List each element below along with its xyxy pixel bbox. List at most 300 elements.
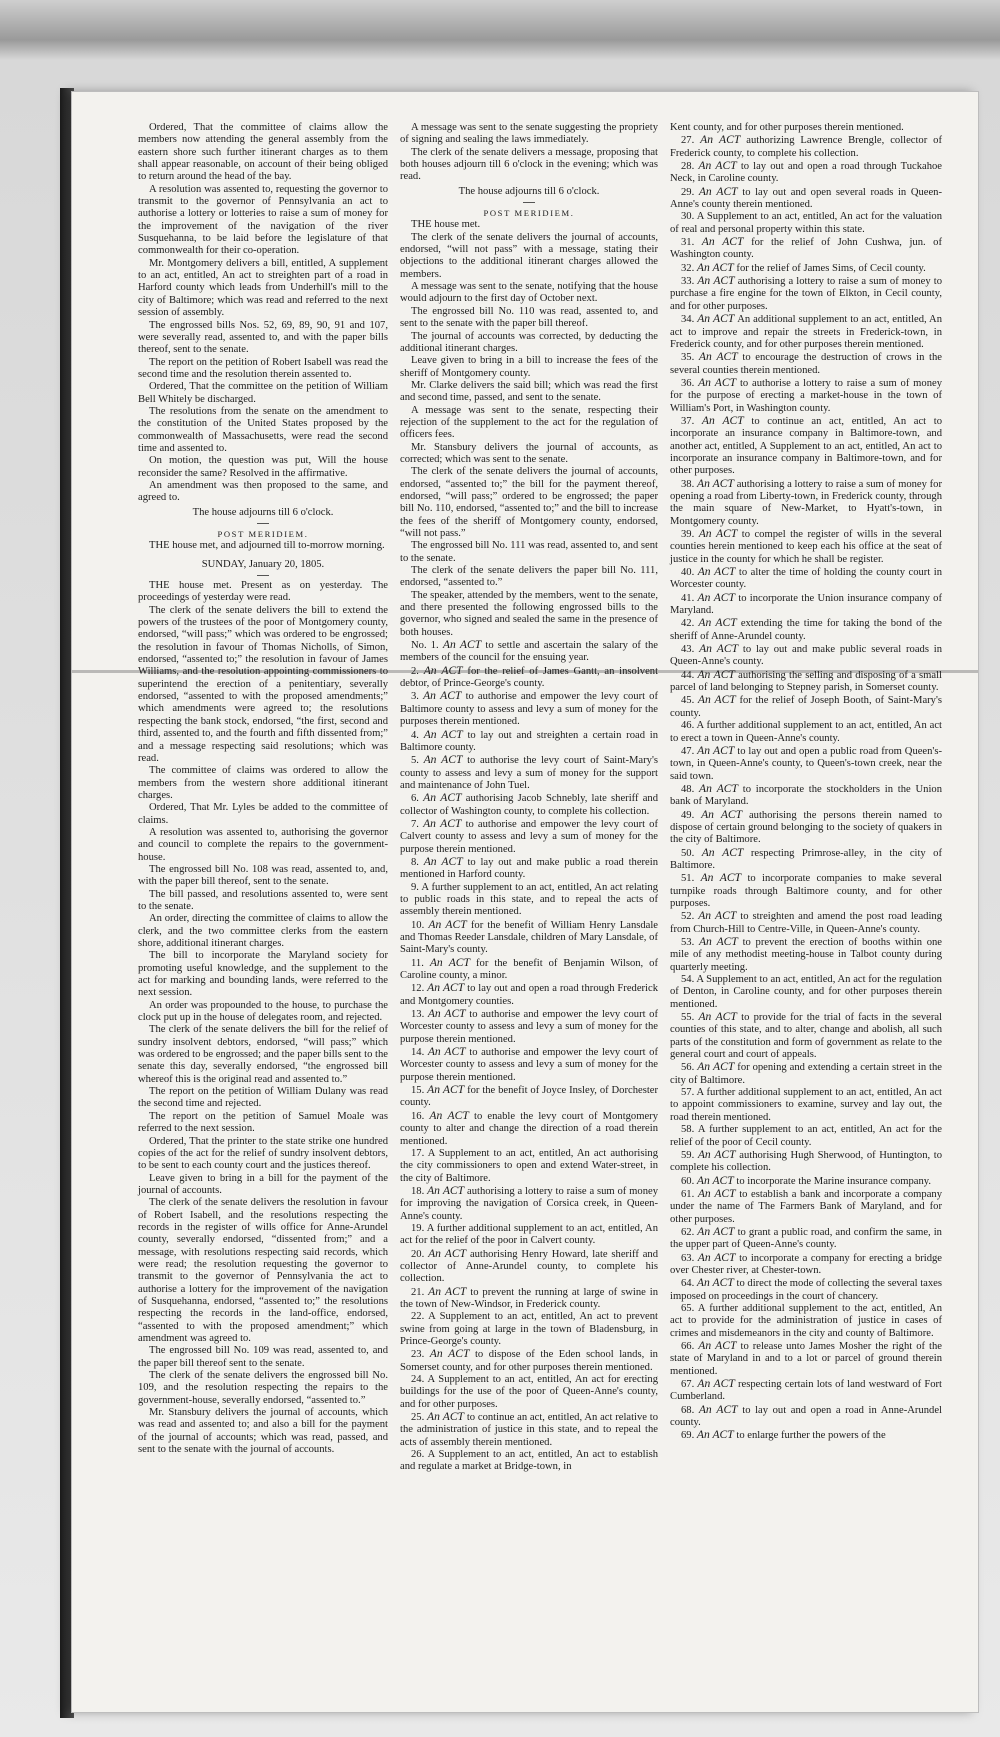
act-text: A further additional supplement to an act, entitled, An act to erect a town in Queen-Anne's county. bbox=[670, 720, 942, 744]
act-entry bbox=[670, 1303, 942, 1340]
act-text: A further supplement to an act, entitled, An act for the relief of the poor of Cecil county. bbox=[670, 1124, 942, 1148]
act-label: An ACT bbox=[697, 274, 738, 288]
act-entry bbox=[400, 1311, 658, 1348]
act-number: 12. bbox=[411, 983, 428, 995]
dateline: SUNDAY, January 20, 1805. bbox=[201, 558, 325, 570]
act-number: 31. bbox=[681, 237, 702, 249]
act-text: A further additional supplement to an act, entitled, An act for the relief of the poor in Calvert county. bbox=[400, 1222, 658, 1247]
act-label: An ACT bbox=[429, 1108, 474, 1122]
paragraph: THE house met. Present as on yesterday. The proceedings of yesterday were read. bbox=[138, 580, 388, 604]
act-text: to grant a public road, and confirm the same, in the upper part of Queen-Anne's county. bbox=[670, 1226, 942, 1251]
act-entry bbox=[400, 982, 658, 1008]
act-text: to authorise and empower the levy court of Worcester county to assess and levy a sum of money for the purpose therein mentioned. bbox=[400, 1047, 658, 1083]
act-label: An ACT bbox=[701, 845, 751, 859]
act-entry bbox=[400, 818, 658, 856]
paragraph: The speaker, attended by the members, went to the senate, and there presented the following engrossed bills to the governor, who signed and sealed the same in the presence of both houses. bbox=[400, 589, 658, 638]
act-text: authorising a lottery to raise a sum of money for improving the navigation of Corsica creek, in Queen-Anne's county. bbox=[400, 1185, 659, 1222]
act-text: for the relief of James Gantt, an insolvent debtor, of Prince-George's county. bbox=[400, 665, 659, 690]
act-entry bbox=[670, 351, 942, 377]
paragraph: The clerk of the senate delivers the bill to extend the powers of the trustees of the poor of Montgomery county, endorsed, “will pass;” which was ordered to be engrossed; the resolution in favour of Thomas Nicholls, of Simon, endorsed, “assented to;” the resolution in favour of James Williams, and the resolution appointing commissioners to superintend the erection of a penitentiary, severally endorsed, “assented to with the proposed amendments;” which amendments were agreed to; the resolutions respecting the bank stock, endorsed, “the first, second and third, assented to, and the fourth and fifth dissented from;” and a message respecting said resolutions; which was read. bbox=[138, 604, 388, 764]
paragraph: Mr. Stansbury delivers the journal of accounts, as corrected; which was sent to the senate. bbox=[400, 441, 658, 465]
act-label: An ACT bbox=[423, 854, 468, 868]
act-number: 64. bbox=[681, 1278, 697, 1290]
paragraph: The journal of accounts was corrected, by deducting the additional itinerant charges. bbox=[400, 330, 658, 354]
act-entry bbox=[400, 1374, 658, 1411]
act-entry bbox=[400, 1248, 658, 1286]
act-entry bbox=[670, 1340, 942, 1378]
act-text: for the benefit of Benjamin Wilson, of Caroline county, a minor. bbox=[400, 957, 658, 982]
act-label: An ACT bbox=[698, 159, 741, 173]
act-entry bbox=[670, 1277, 942, 1303]
act-entry bbox=[670, 236, 942, 262]
act-text: respecting certain lots of land westward of Fort Cumberland. bbox=[670, 1379, 943, 1403]
act-label: An ACT bbox=[429, 1347, 475, 1361]
act-entry bbox=[670, 809, 942, 847]
act-number: 14. bbox=[411, 1047, 428, 1059]
act-text: authorising the persons therein named to dispose of certain ground belonging to the society of quakers in the city of Baltimore. bbox=[670, 809, 942, 846]
act-label: An ACT bbox=[697, 565, 739, 579]
paragraph: Ordered, That Mr. Lyles be added to the committee of claims. bbox=[138, 802, 388, 826]
act-text: to enlarge further the powers of the bbox=[736, 1430, 886, 1442]
act-number: 2. bbox=[411, 665, 424, 677]
act-label: An ACT bbox=[423, 663, 468, 677]
act-entry bbox=[670, 720, 942, 745]
act-entry bbox=[400, 792, 658, 818]
act-text: to prevent the erection of booths within one mile of any methodist meeting-house in Talbot county during quarterly meeting. bbox=[670, 937, 942, 973]
act-number: 23. bbox=[411, 1349, 430, 1361]
act-number: 5. bbox=[411, 755, 424, 767]
act-entry bbox=[400, 1084, 658, 1110]
act-label: An ACT bbox=[697, 693, 740, 707]
act-text: to release unto James Mosher the right of the state of Maryland in and to a lot or parcel of ground therein mentioned. bbox=[670, 1341, 942, 1377]
act-text: respecting Primrose-alley, in the city of Baltimore. bbox=[670, 847, 942, 871]
paragraph: A resolution was assented to, requesting the governor to transmit to the governor of Pennsylvania an act to authorise a lottery or lotteries to raise a sum of money for the improvement of the navigation of the river Susquehanna, to be laid before the legislature of that commonwealth for their co-operation. bbox=[138, 183, 388, 257]
act-entry bbox=[400, 1110, 658, 1148]
act-label: An ACT bbox=[697, 590, 739, 604]
act-text: to establish a bank and incorporate a company under the name of The Farmers Bank of Maryland, and for other purposes. bbox=[670, 1188, 942, 1225]
continued-text: Kent county, and for other purposes therein mentioned. bbox=[670, 122, 904, 133]
act-number: 3. bbox=[411, 691, 424, 703]
act-text: An additional supplement to an act, entitled, An act to improve and repair the streets in Frederick-town, in Frederick county, and for other purposes therein mentioned. bbox=[670, 314, 942, 350]
act-entry bbox=[670, 528, 942, 566]
act-entry bbox=[670, 1429, 942, 1442]
act-label: An ACT bbox=[427, 981, 468, 995]
act-label: An ACT bbox=[701, 235, 752, 249]
act-number: 10. bbox=[411, 919, 429, 931]
paragraph: A message was sent to the senate suggesting the propriety of signing and sealing the laws immediately. bbox=[400, 122, 658, 146]
act-entry bbox=[670, 1378, 942, 1404]
act-number: 59. bbox=[681, 1149, 698, 1161]
act-entry bbox=[670, 745, 942, 783]
paragraph: An order was propounded to the house, to purchase the clock put up in the house of delegates room, and rejected. bbox=[138, 999, 388, 1024]
act-number: 21. bbox=[411, 1286, 429, 1298]
act-number: 15. bbox=[411, 1085, 428, 1097]
act-label: An ACT bbox=[698, 184, 743, 198]
act-number: 22. bbox=[411, 1311, 429, 1323]
act-entry bbox=[670, 134, 942, 160]
paragraph: On motion, the question was put, Will the house reconsider the same? Resolved in the affirmative. bbox=[138, 455, 388, 479]
act-text: authorising Jacob Schnebly, late sheriff and collector of Washington county, to complete his collection. bbox=[400, 793, 658, 817]
act-entry bbox=[670, 478, 942, 528]
act-entry bbox=[670, 275, 942, 313]
act-number: 53. bbox=[681, 937, 699, 948]
act-entry bbox=[400, 957, 658, 983]
act-text: to authorise and empower the levy court of Baltimore county to assess and levy a sum of money for the purposes therein mentioned. bbox=[400, 691, 658, 728]
act-label: An ACT bbox=[427, 1045, 470, 1059]
divider-rule bbox=[257, 575, 269, 576]
act-entry bbox=[670, 669, 942, 695]
act-text: A Supplement to an act, entitled, An act for erecting buildings for the use of the poor of Queen-Anne's county, and for other purposes. bbox=[400, 1374, 659, 1410]
paragraph: The report on the petition of Robert Isabell was read the second time and the resolution therein assented to. bbox=[138, 356, 388, 380]
act-label: An ACT bbox=[428, 1246, 470, 1260]
act-text: for opening and extending a certain street in the city of Baltimore. bbox=[670, 1062, 942, 1086]
act-number: No. 1. bbox=[411, 640, 443, 652]
act-number: 38. bbox=[681, 478, 697, 490]
divider-rule bbox=[257, 523, 269, 524]
act-text: for the relief of Joseph Booth, of Saint-Mary's county. bbox=[670, 695, 943, 719]
act-number: 47. bbox=[681, 745, 698, 757]
divider-rule bbox=[523, 202, 535, 203]
act-number: 43. bbox=[681, 644, 700, 656]
paragraph: The clerk of the senate delivers the paper bill No. 111, endorsed, “assented to.” bbox=[400, 565, 658, 589]
act-label: An ACT bbox=[698, 527, 742, 540]
act-label: An ACT bbox=[442, 638, 486, 652]
act-text: to continue an act, entitled, An act to incorporate an insurance company in Baltimore-town, and another act, entitled, A Supplement to an act, entitled, An act to incorporate an insurance company in Baltimore-town, and for other purposes. bbox=[670, 415, 942, 477]
paragraph: The clerk of the senate delivers the bill for the relief of sundry insolvent debtors, endorsed, “will pass;” which was ordered to be engrossed; and the paper bills sent to the senate this day, severally endorsed, “the engrossed bill whereof this is the original read and assented to.” bbox=[138, 1024, 388, 1085]
act-number: 67. bbox=[681, 1379, 698, 1391]
act-entry bbox=[400, 1223, 658, 1248]
act-label: An ACT bbox=[696, 1428, 737, 1442]
act-label: An ACT bbox=[698, 375, 740, 389]
section-heading: POST MERIDIEM. bbox=[483, 208, 575, 219]
act-label: An ACT bbox=[698, 350, 743, 364]
act-entry bbox=[670, 566, 942, 592]
act-label: An ACT bbox=[427, 1183, 467, 1197]
act-entry bbox=[670, 313, 942, 351]
paragraph: The report on the petition of Samuel Moale was referred to the next session. bbox=[138, 1110, 388, 1135]
act-text: authorising the selling and disposing of a small parcel of land belonging to Stepney parish, in Somerset county. bbox=[670, 669, 942, 694]
act-entry bbox=[670, 1087, 942, 1124]
act-text: A further additional supplement to an act, entitled, An act to appoint commissioners to examine, survey and lay out, the road therein mentioned. bbox=[670, 1087, 942, 1123]
act-label: An ACT bbox=[701, 413, 752, 427]
act-entry bbox=[670, 160, 942, 186]
paragraph: The bill passed, and resolutions assented to, were sent to the senate. bbox=[138, 888, 388, 912]
act-entry bbox=[400, 1449, 658, 1474]
act-label: An ACT bbox=[697, 1377, 738, 1391]
act-label: An ACT bbox=[698, 1339, 741, 1352]
act-label: An ACT bbox=[427, 1410, 467, 1424]
act-number: 46. bbox=[681, 720, 697, 732]
act-text: to incorporate the Marine insurance company. bbox=[736, 1175, 932, 1187]
act-label: An ACT bbox=[423, 816, 466, 830]
act-number: 41. bbox=[681, 592, 698, 604]
act-number: 24. bbox=[411, 1374, 428, 1386]
act-text: to encourage the destruction of crows in the several counties therein mentioned. bbox=[670, 352, 942, 376]
act-label: An ACT bbox=[697, 1147, 740, 1161]
act-number: 26. bbox=[411, 1449, 428, 1461]
act-label: An ACT bbox=[427, 1083, 468, 1097]
act-entry bbox=[670, 694, 942, 720]
act-entry bbox=[670, 783, 942, 809]
act-text: to lay out and streighten a certain road in Baltimore county. bbox=[400, 729, 658, 753]
act-number: 9. bbox=[411, 881, 422, 893]
paragraph: The engrossed bill No. 111 was read, assented to, and sent to the senate. bbox=[400, 540, 658, 564]
act-number: 17. bbox=[411, 1147, 428, 1159]
act-text: to dispose of the Eden school lands, in Somerset county, and for other purposes therein mentioned. bbox=[400, 1349, 658, 1373]
act-label: An ACT bbox=[696, 1276, 737, 1290]
act-text: A Supplement to an act, entitled, An act to establish and regulate a market at Bridge-town, in bbox=[400, 1449, 658, 1473]
act-label: An ACT bbox=[428, 1284, 471, 1298]
act-text: to lay out and open a road in Anne-Arundel county. bbox=[670, 1404, 942, 1429]
act-number: 48. bbox=[681, 783, 700, 795]
act-entry bbox=[400, 1008, 658, 1046]
act-entry bbox=[670, 592, 942, 618]
act-text: authorising a lottery to raise a sum of money to purchase a fire engine for the town of Elkton, in Cecil county, and for other purposes. bbox=[670, 276, 942, 312]
act-number: 44. bbox=[681, 669, 698, 681]
paragraph: The bill to incorporate the Maryland society for promoting useful knowledge, and the supplement to the act for marking and bounding lands, were referred to the next session. bbox=[138, 950, 388, 999]
paragraph: The engrossed bill No. 108 was read, assented to, and, with the paper bill thereof, sent to the senate. bbox=[138, 863, 388, 888]
act-number: 34. bbox=[681, 314, 698, 326]
act-entry bbox=[400, 754, 658, 792]
section-heading: POST MERIDIEM. bbox=[217, 529, 309, 539]
act-text: to authorise and empower the levy court of Calvert county to assess and levy a sum of money for the purpose therein mentioned. bbox=[400, 818, 658, 855]
act-number: 27. bbox=[681, 135, 701, 147]
act-number: 63. bbox=[681, 1252, 698, 1264]
act-number: 50. bbox=[681, 847, 702, 859]
act-text: to lay out and open a road through Frederick and Montgomery counties. bbox=[400, 983, 658, 1007]
act-number: 45. bbox=[681, 695, 698, 707]
act-number: 28. bbox=[681, 161, 699, 173]
act-text: to authorise and empower the levy court of Worcester county to assess and levy a sum of money for the purpose therein mentioned. bbox=[400, 1009, 658, 1045]
act-entry bbox=[670, 936, 942, 974]
act-label: An ACT bbox=[697, 667, 739, 681]
paragraph: The engrossed bill No. 109 was read, assented to, and the paper bill thereof sent to the senate. bbox=[138, 1345, 388, 1369]
act-entry bbox=[670, 1226, 942, 1252]
act-label: An ACT bbox=[700, 871, 748, 885]
act-label: An ACT bbox=[428, 917, 471, 931]
act-entry bbox=[400, 729, 658, 755]
paragraph: A message was sent to the senate, notifying that the house would adjourn to the first day of October next. bbox=[400, 281, 658, 305]
act-number: 36. bbox=[681, 377, 699, 389]
act-text: for the benefit of Joyce Insley, of Dorchester county. bbox=[400, 1085, 658, 1109]
paragraph: Ordered, That the committee on the petition of William Bell Whitely be discharged. bbox=[138, 381, 388, 405]
act-entry bbox=[670, 1124, 942, 1149]
paragraph: Mr. Clarke delivers the said bill; which was read the first and second time, passed, and sent to the senate. bbox=[400, 379, 658, 404]
adjournment-line: The house adjourns till 6 o'clock. bbox=[192, 506, 334, 518]
act-text: for the relief of John Cushwa, jun. of Washington county. bbox=[670, 237, 943, 261]
act-text: to direct the mode of collecting the several taxes imposed on proceedings in the court of chancery. bbox=[670, 1278, 943, 1302]
act-number: 55. bbox=[681, 1012, 699, 1024]
act-entry bbox=[670, 872, 942, 910]
act-text: extending the time for taking the bond of the sheriff of Anne-Arundel county. bbox=[670, 618, 942, 642]
act-label: An ACT bbox=[423, 753, 468, 767]
paragraph: The resolutions from the senate on the amendment to the constitution of the United States proposed by the commonwealth of Massachusetts, were read the second time and assented to. bbox=[138, 405, 388, 454]
act-text: to streighten and amend the post road leading from Church-Hill to Centre-Ville, in Queen-Anne's county. bbox=[670, 911, 943, 935]
paragraph: The report on the petition of William Dulany was read the second time and rejected. bbox=[138, 1086, 388, 1110]
act-label: An ACT bbox=[697, 1060, 738, 1074]
act-entry bbox=[400, 1411, 658, 1449]
act-entry bbox=[400, 1046, 658, 1084]
act-number: 18. bbox=[411, 1185, 428, 1197]
act-entry bbox=[670, 1061, 942, 1087]
act-number: 20. bbox=[411, 1248, 429, 1260]
act-text: to authorise a lottery to raise a sum of money for the purpose of erecting a market-house in the town of William's Port, in Washington county. bbox=[670, 377, 942, 414]
paragraph: A message was sent to the senate, respecting their rejection of the supplement to the act for the regulation of officers fees. bbox=[400, 404, 658, 441]
act-text: to lay out and open a public road from Queen's-town, in Queen-Anne's county, to Queen's-town creek, near the said town. bbox=[670, 745, 942, 782]
act-entry bbox=[670, 1404, 942, 1430]
act-entry bbox=[670, 377, 942, 415]
act-entry bbox=[400, 856, 658, 882]
paragraph: An order, directing the committee of claims to allow the clerk, and the two committee clerks from the eastern shore, additional itinerant charges. bbox=[138, 913, 388, 949]
act-entry bbox=[400, 690, 658, 728]
paragraph: The clerk of the senate delivers the resolution in favour of Robert Isabell, and the resolutions respecting the records in the register of wills office for Anne-Arundel county, severally endorsed, “dissented from;” and a message, with resolutions respecting said records, which were read; the resolution requesting the governor to transmit to the governor of Pennsylvania the act to authorise a lottery for the improvement of the navigation of Susquehanna, endorsed, “assented to;” the resolutions respecting the records in the land-office, endorsed, “assented to with the proposed amendment;” which amendment was agreed to. bbox=[138, 1197, 388, 1344]
act-entry bbox=[670, 1149, 942, 1175]
act-text: to lay out and make public a road therein mentioned in Harford county. bbox=[400, 856, 658, 881]
act-label: An ACT bbox=[423, 689, 466, 703]
act-text: to incorporate the stockholders in the Union bank of Maryland. bbox=[670, 783, 943, 808]
act-number: 49. bbox=[681, 809, 702, 821]
act-entry bbox=[400, 919, 658, 957]
paragraph: Leave given to bring in a bill to increase the fees of the sheriff of Montgomery county. bbox=[400, 355, 658, 379]
act-number: 16. bbox=[411, 1110, 430, 1122]
act-number: 52. bbox=[681, 911, 699, 923]
act-text: to prevent the running at large of swine in the town of New-Windsor, in Frederick county. bbox=[400, 1286, 659, 1310]
act-label: An ACT bbox=[700, 133, 747, 147]
act-entry bbox=[670, 1011, 942, 1061]
act-label: An ACT bbox=[698, 909, 741, 923]
act-number: 32. bbox=[681, 262, 697, 274]
act-entry bbox=[670, 262, 942, 275]
act-number: 8. bbox=[411, 856, 424, 868]
act-number: 69. bbox=[681, 1430, 697, 1442]
act-entry bbox=[670, 1252, 942, 1278]
act-number: 65. bbox=[681, 1302, 698, 1314]
act-label: An ACT bbox=[698, 1402, 743, 1416]
act-label: An ACT bbox=[699, 781, 743, 795]
paragraph: Leave given to bring in a bill for the payment of the journal of accounts. bbox=[138, 1172, 388, 1196]
act-entry bbox=[670, 910, 942, 936]
act-label: An ACT bbox=[701, 807, 749, 821]
act-text: to compel the register of wills in the several counties herein mentioned to keep each his office at the seat of justice in the county for which he shall be register. bbox=[670, 529, 942, 565]
act-label: An ACT bbox=[423, 727, 468, 741]
act-number: 33. bbox=[681, 276, 698, 288]
act-text: to authorise the levy court of Saint-Mary's county to assess and levy a sum of money for the support and maintenance of John Tuel. bbox=[400, 755, 658, 791]
act-label: An ACT bbox=[429, 955, 476, 969]
act-entry bbox=[670, 617, 942, 643]
act-text: A Supplement to an act, entitled, An act to prevent swine from going at large in the town of Bladensburg, in Prince-George's county. bbox=[400, 1311, 658, 1347]
act-number: 40. bbox=[681, 567, 698, 579]
column-2 bbox=[400, 122, 658, 1474]
act-text: to provide for the trial of facts in the several counties of this state, and to alter, change and abolish, all such parts of the constitution and form of government as relate to the general court and court of appeals. bbox=[670, 1012, 943, 1061]
act-text: to lay out and open several roads in Queen-Anne's county therein mentioned. bbox=[670, 186, 942, 211]
paragraph: The clerk of the senate delivers the journal of accounts, endorsed, “assented to;” the bill for the payment thereof, endorsed, “will pass;” ordered to be engrossed; the paper bill No. 110, endorsed, “assented to;” and the bill to increase the fees of the sheriff of Montgomery county, endorsed, “will not pass.” bbox=[400, 466, 658, 539]
act-text: authorising Hugh Sherwood, of Huntington, to complete his collection. bbox=[670, 1149, 942, 1174]
paragraph: THE house met, and adjourned till to-morrow morning. bbox=[149, 540, 385, 552]
act-number: 25. bbox=[411, 1412, 428, 1424]
act-label: An ACT bbox=[699, 642, 743, 656]
act-text: to enable the levy court of Montgomery county to alter and change the direction of a road therein mentioned. bbox=[400, 1110, 658, 1147]
act-text: authorising Henry Howard, late sheriff and collector of Anne-Arundel county, to complete his collection. bbox=[400, 1248, 658, 1285]
act-entry bbox=[400, 639, 658, 665]
act-text: for the relief of James Sims, of Cecil county. bbox=[736, 262, 926, 274]
act-text: A Supplement to an act, entitled, An act authorising the city commissioners to open and extend Water-street, in the city of Baltimore. bbox=[400, 1147, 658, 1184]
act-entry bbox=[670, 211, 942, 236]
act-entry bbox=[670, 974, 942, 1011]
act-label: An ACT bbox=[697, 743, 738, 757]
paragraph: A resolution was assented to, authorising the governor and council to complete the repairs to the government-house. bbox=[138, 826, 388, 863]
act-label: An ACT bbox=[696, 1173, 737, 1187]
act-entry bbox=[670, 847, 942, 873]
act-number: 4. bbox=[411, 729, 424, 741]
act-number: 39. bbox=[681, 529, 699, 540]
act-entry bbox=[400, 1148, 658, 1185]
act-label: An ACT bbox=[427, 1007, 470, 1021]
paragraph: Ordered, That the committee of claims allow the members now attending the general assembly from the eastern shore such further itinerant charges as to them shall appear reasonable, on account of their being obliged to return around the head of the bay. bbox=[138, 122, 388, 183]
act-label: An ACT bbox=[698, 1010, 742, 1024]
paragraph: THE house met. bbox=[411, 219, 481, 231]
act-entry bbox=[400, 1185, 658, 1223]
act-label: An ACT bbox=[697, 312, 738, 326]
act-label: An ACT bbox=[696, 260, 737, 274]
act-number: 42. bbox=[681, 618, 699, 630]
act-number: 61. bbox=[681, 1188, 698, 1200]
act-text: to incorporate a company for erecting a bridge over Chester river, at Chester-town. bbox=[670, 1252, 943, 1276]
paragraph: The engrossed bills Nos. 52, 69, 89, 90, 91 and 107, were severally read, assented to, and with the paper bills thereof, sent to the senate. bbox=[138, 319, 388, 356]
act-label: An ACT bbox=[696, 476, 737, 490]
act-number: 6. bbox=[411, 793, 424, 805]
act-number: 11. bbox=[411, 957, 430, 969]
act-text: A Supplement to an act, entitled, An act for the regulation of Denton, in Caroline county, and for other purposes therein mentioned. bbox=[670, 974, 942, 1010]
act-entry bbox=[400, 882, 658, 919]
act-text: to continue an act, entitled, An act relative to the administration of justice in this state, and to repeal the acts of assembly therein mentioned. bbox=[400, 1412, 658, 1448]
act-text: A further supplement to an act, entitled, An act relating to public roads in this state, and to repeal the acts of assembly therein mentioned. bbox=[400, 881, 658, 918]
act-number: 66. bbox=[681, 1341, 699, 1352]
act-number: 13. bbox=[411, 1009, 428, 1021]
column-3 bbox=[670, 122, 942, 1443]
act-number: 35. bbox=[681, 352, 699, 364]
act-text: to settle and ascertain the salary of the members of the council for the ensuing year. bbox=[400, 640, 658, 664]
act-entry bbox=[670, 643, 942, 669]
act-entry bbox=[670, 186, 942, 212]
act-entry bbox=[400, 1286, 658, 1312]
paragraph: The clerk of the senate delivers a message, proposing that both houses adjourn till 6 o'clock in the evening; which was read. bbox=[400, 146, 658, 183]
act-text: to incorporate the Union insurance company of Maryland. bbox=[670, 592, 942, 617]
adjournment-line: The house adjourns till 6 o'clock. bbox=[458, 185, 600, 197]
act-entry bbox=[670, 1188, 942, 1226]
act-number: 56. bbox=[681, 1062, 698, 1074]
paragraph: Mr. Montgomery delivers a bill, entitled, A supplement to an act, entitled, An act to streighten part of a road in Harford county which leads from Underhill's mill to the city of Baltimore; which was read and referred to the next session of assembly. bbox=[138, 257, 388, 319]
act-label: An ACT bbox=[698, 616, 741, 630]
act-entry bbox=[400, 1348, 658, 1374]
act-label: An ACT bbox=[423, 791, 466, 805]
act-text: authorising a lottery to raise a sum of money for opening a road from Liberty-town, in Frederick county, through the main square of New-Market, to Hyatt's-town, in Montgomery county. bbox=[670, 478, 943, 527]
act-entry bbox=[670, 415, 942, 478]
act-number: 51. bbox=[681, 873, 701, 885]
act-number: 7. bbox=[411, 818, 424, 830]
act-text: for the benefit of William Henry Lansdale and Thomas Reeder Lansdale, children of Mary Lansdale, of Saint-Mary's county. bbox=[400, 919, 659, 956]
act-label: An ACT bbox=[697, 1250, 740, 1264]
act-text: A further additional supplement to the act, entitled, An act to provide for the administration of justice in cases of crimes and misdemeanors in the city and county of Baltimore. bbox=[670, 1302, 942, 1339]
paragraph: The clerk of the senate delivers the journal of accounts, endorsed, “will not pass” with a message, stating their objections to the additional itinerant charges allowed the members. bbox=[400, 231, 658, 280]
act-text: authorizing Lawrence Brengle, collector of Frederick county, to complete his collection. bbox=[670, 135, 942, 159]
act-label: An ACT bbox=[698, 935, 743, 948]
act-number: 30. bbox=[681, 211, 697, 223]
act-number: 58. bbox=[681, 1124, 698, 1136]
act-number: 68. bbox=[681, 1404, 699, 1416]
act-number: 29. bbox=[681, 186, 699, 198]
paragraph: The clerk of the senate delivers the engrossed bill No. 109, and the resolution respecting the repairs to the government-house, severally endorsed, “assented to.” bbox=[138, 1370, 388, 1406]
newspaper-page bbox=[72, 92, 978, 1712]
